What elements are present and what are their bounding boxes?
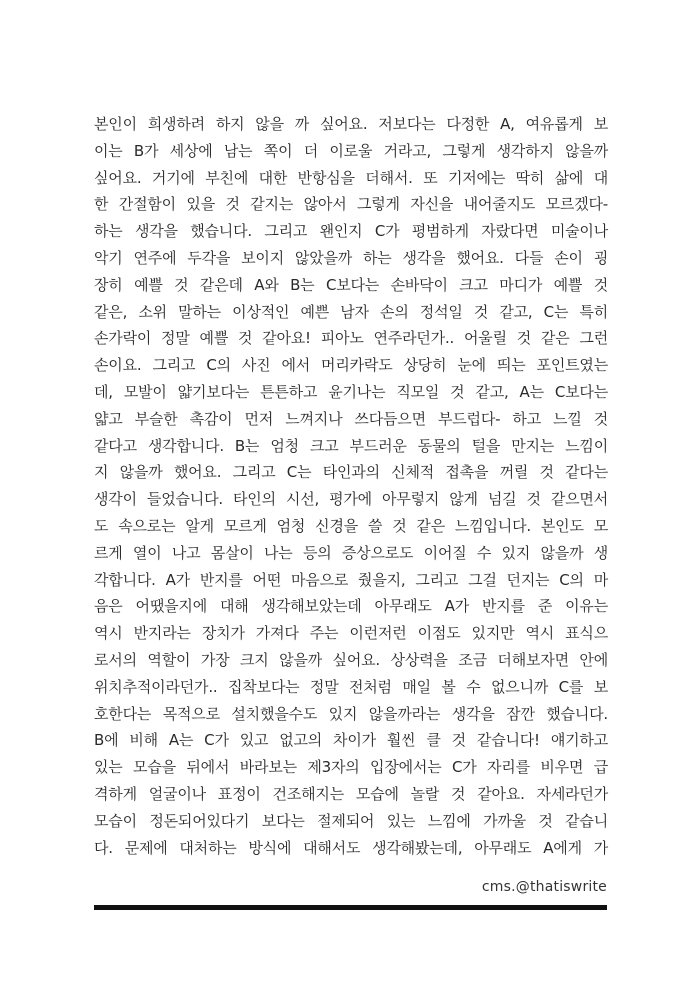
text-line: 같다고 생각합니다. B는 엄청 크고 부드러운 동물의 털을 만지는 느낌이: [94, 436, 608, 455]
text-line: 생각이 들었습니다. 타인의 시선, 평가에 아무렇지 않게 넘길 것 같으면서: [94, 490, 608, 509]
text-line: 얇고 부슬한 촉감이 먼저 느껴지나 쓰다듬으면 부드럽다- 하고 느낄 것: [94, 409, 608, 428]
text-line: 역시 반지라는 장치가 가져다 주는 이런저런 이점도 있지만 역시 표식으: [94, 624, 608, 643]
text-line: 음은 어땠을지에 대해 생각해보았는데 아무래도 A가 반지를 준 이유는: [94, 597, 608, 616]
text-line: 위치추적이라던가.. 집착보다는 정말 전처럼 매일 볼 수 없으니까 C를 보: [94, 677, 608, 696]
text-line: 장히 예쁠 것 같은데 A와 B는 C보다는 손바닥이 크고 마디가 예쁠 것: [94, 275, 608, 294]
text-line: 같은, 소위 말하는 이상적인 예쁜 남자 손의 정석일 것 같고, C는 특히: [94, 302, 608, 321]
text-line: 손이요. 그리고 C의 사진 에서 머리카락도 상당히 눈에 띄는 포인트였는: [94, 356, 608, 375]
text-line: 한 간절함이 있을 것 같지는 않아서 그렇게 자신을 내어줄지도 모르겠다-: [94, 195, 608, 214]
text-line: 르게 열이 나고 몸살이 나는 등의 증상으로도 이어질 수 있지 않을까 생: [94, 543, 608, 562]
text-line: 싶어요. 거기에 부친에 대한 반항심을 더해서. 또 기저에는 딱히 삶에 대: [94, 168, 608, 187]
text-line: B에 비해 A는 C가 있고 없고의 차이가 훨씬 클 것 같습니다! 얘기하고: [94, 731, 608, 750]
text-line: 악기 연주에 두각을 보이지 않았을까 하는 생각을 했어요. 다들 손이 굉: [94, 248, 608, 267]
text-line: 데, 모발이 얇기보다는 튼튼하고 윤기나는 직모일 것 같고, A는 C보다는: [94, 382, 608, 401]
body-text: [94, 111, 608, 861]
bottom-rule: [94, 905, 607, 910]
text-line: 본인이 희생하려 하지 않을 까 싶어요. 저보다는 다정한 A, 여유롭게 보: [94, 115, 608, 133]
text-line: 격하게 얼굴이나 표정이 건조해지는 모습에 놀랄 것 같아요. 자세라던가: [94, 784, 608, 803]
text-line: 각합니다. A가 반지를 어떤 마음으로 줬을지, 그리고 그걸 던지는 C의 마: [94, 570, 608, 589]
text-line: 로서의 역할이 가장 크지 않을까 싶어요. 상상력을 조금 더해보자면 안에: [94, 650, 608, 669]
text-line: 모습이 정돈되어있다기 보다는 절제되어 있는 느낌에 가까울 것 같습니: [94, 811, 608, 830]
text-line: 있는 모습을 뒤에서 바라보는 제3자의 입장에서는 C가 자리를 비우면 급: [94, 758, 608, 777]
text-line: 지 않을까 했어요. 그리고 C는 타인과의 신체적 접촉을 꺼릴 것 같다는: [94, 463, 608, 482]
text-line: 이는 B가 세상에 남는 쪽이 더 이로울 거라고, 그렇게 생각하지 않을까: [94, 141, 608, 160]
text-line: 도 속으로는 알게 모르게 엄청 신경을 쓸 것 같은 느낌입니다. 본인도 모: [94, 516, 608, 535]
text-line: 다. 문제에 대처하는 방식에 대해서도 생각해봤는데, 아무래도 A에게 가: [94, 838, 608, 857]
text-line: 호한다는 목적으로 설치했을수도 있지 않을까라는 생각을 잠깐 했습니다.: [94, 704, 608, 723]
text-line: 손가락이 정말 예쁠 것 같아요! 피아노 연주라던가.. 어울릴 것 같은 그런: [94, 329, 608, 348]
author-signature: cms.@thatiswrite: [481, 879, 607, 895]
text-line: 하는 생각을 했습니다. 그리고 왠인지 C가 평범하게 자랐다면 미술이나: [94, 222, 608, 241]
